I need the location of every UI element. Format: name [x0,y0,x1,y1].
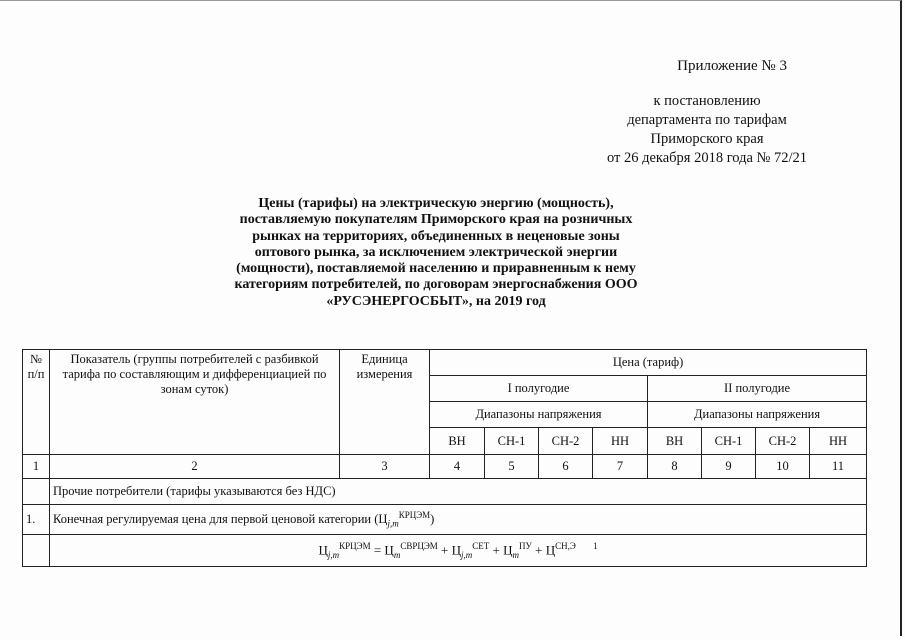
column-number: 6 [539,455,593,479]
voltage-cell: НН [593,428,648,455]
approval-line: от 26 декабря 2018 года № 72/21 [606,150,808,166]
header-indicator: Показатель (группы потребителей с разбивкой тарифа по составляющим и дифференциацией по зонам суток) [50,350,340,455]
voltage-cell: СН-2 [539,428,593,455]
column-number: 8 [648,455,702,479]
column-number: 4 [430,455,485,479]
tariff-table [22,349,867,567]
approval-block [577,92,837,168]
empty-cell [23,479,50,505]
empty-cell [23,535,50,567]
voltage-cell: СН-2 [756,428,810,455]
approval-line: к постановлению [653,93,761,109]
approval-line: Приморского края [650,131,764,147]
header-half2: II полугодие [648,376,867,402]
voltage-cell: СН-1 [485,428,539,455]
header-half1: I полугодие [430,376,648,402]
row-first-price-category: Конечная регулируемая цена для первой ценовой категории $(Ц_{j,m}^{КРЦЭМ})$ [50,505,867,535]
column-number: 9 [702,455,756,479]
column-number: 1 [23,455,50,479]
header-voltage-ranges: Диапазоны напряжения [430,402,648,428]
section-other-consumers: Прочие потребители (тарифы указываются без НДС) [50,479,867,505]
header-unit: Единица измерения [340,350,430,455]
header-voltage-ranges: Диапазоны напряжения [648,402,867,428]
voltage-cell: ВН [430,428,485,455]
header-num: № п/п [23,350,50,455]
column-number: 3 [340,455,430,479]
voltage-cell: СН-1 [702,428,756,455]
appendix-label: Приложение № 3 [677,58,787,74]
row-number: 1. [23,505,50,535]
document-title: Цены (тарифы) на электрическую энергию (мощность), поставляемую покупателям Приморского края на розничных рынках на территориях, объединенных в неценовые зоны оптового рынка, за исключением электрической энергии (мощности), поставляемой населению и приравненным к нему категориям потребителей, по договорам энергоснабжения ООО «РУСЭНЕРГОСБЫТ», на 2019 год [234,196,638,309]
formula-footnote: 1 [593,541,598,551]
column-number: 11 [810,455,867,479]
approval-line: департамента по тарифам [627,112,787,128]
column-number: 2 [50,455,340,479]
voltage-cell: НН [810,428,867,455]
price-formula: $Ц_{j,m}^{КРЦЭМ} = Ц_m^{СВРЦЭМ} + Ц_{j,m}^{СЕТ} + Ц_m^{ПУ} + Ц^{СН,Э}$ $^1$ [50,535,867,567]
column-number: 7 [593,455,648,479]
header-price: Цена (тариф) [430,350,867,376]
column-number: 10 [756,455,810,479]
voltage-cell: ВН [648,428,702,455]
column-number: 5 [485,455,539,479]
row-first-price-category-label: Конечная регулируемая цена для первой ценовой категории [53,512,372,527]
